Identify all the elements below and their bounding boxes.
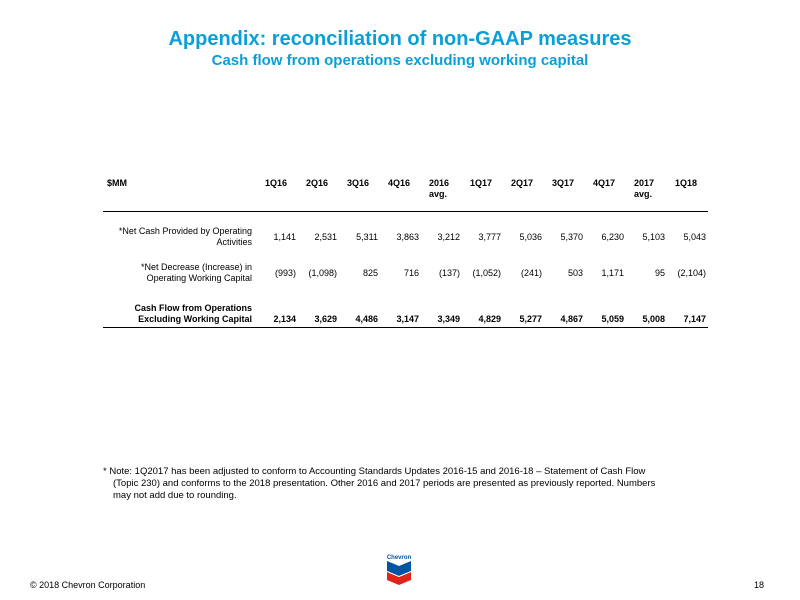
table-cell: 5,103 (642, 232, 665, 242)
column-header: 3Q16 (347, 178, 370, 188)
column-header: 1Q16 (265, 178, 288, 188)
table-cell: 4,486 (355, 314, 378, 324)
table-cell: 3,629 (314, 314, 337, 324)
table-cell: 2,134 (273, 314, 296, 324)
column-header: 2Q16 (306, 178, 329, 188)
column-header: 1Q17 (470, 178, 493, 188)
table-cell: 2,531 (314, 232, 337, 242)
table-cell: 5,277 (519, 314, 542, 324)
table-row-total (103, 303, 708, 328)
column-header: 2017 avg. (634, 178, 655, 199)
table-cell: 4,867 (560, 314, 583, 324)
table-row (103, 262, 708, 303)
column-header: 4Q17 (593, 178, 616, 188)
row-label: *Net Cash Provided by Operating Activities (118, 226, 252, 247)
page-number: 18 (753, 580, 764, 590)
table-cell: 5,036 (519, 232, 542, 242)
table-cell: 1,141 (273, 232, 296, 242)
table-cell: 95 (654, 268, 665, 278)
column-header: 2016 avg. (429, 178, 450, 199)
chevron-logo-icon (378, 553, 420, 585)
footnote-line: (Topic 230) and conforms to the 2018 presentation. Other 2016 and 2017 periods are presented as previously reported. Numbers (113, 478, 656, 489)
table-cell: 7,147 (683, 314, 706, 324)
column-header: 3Q17 (552, 178, 575, 188)
table-cell: (1,098) (308, 268, 337, 278)
table-cell: 825 (362, 268, 378, 278)
table-cell: (993) (274, 268, 296, 278)
logo-wordmark: Chevron (386, 555, 412, 561)
table-cell: (1,052) (472, 268, 501, 278)
unit-label: $MM (107, 178, 127, 188)
footnote (103, 466, 703, 502)
page-title: Appendix: reconciliation of non-GAAP measures (168, 28, 632, 50)
table-cell: 5,043 (683, 232, 706, 242)
table-cell: (241) (520, 268, 542, 278)
table-cell: 4,829 (478, 314, 501, 324)
page-subtitle: Cash flow from operations excluding working capital (211, 52, 589, 69)
row-label: *Net Decrease (Increase) in Operating Working Capital (140, 262, 252, 283)
table-cell: 3,147 (396, 314, 419, 324)
table-cell: 503 (567, 268, 583, 278)
copyright-text: © 2018 Chevron Corporation (30, 580, 146, 590)
table-cell: 5,370 (560, 232, 583, 242)
table-cell: (2,104) (677, 268, 706, 278)
column-header: 2Q17 (511, 178, 534, 188)
table-row (103, 226, 708, 262)
reconciliation-table (103, 178, 708, 328)
table-cell: 3,777 (478, 232, 501, 242)
table-cell: 1,171 (601, 268, 624, 278)
table-cell: 716 (403, 268, 419, 278)
table-cell: 5,008 (642, 314, 665, 324)
table-header-row (103, 178, 708, 212)
footnote-line: * Note: 1Q2017 has been adjusted to conform to Accounting Standards Updates 2016-15 and 2016-18 – Statement of Cash Flow (103, 466, 646, 477)
table-cell: 5,059 (601, 314, 624, 324)
table-cell: 3,349 (437, 314, 460, 324)
table-cell: 5,311 (356, 232, 378, 242)
table-cell: 6,230 (601, 232, 624, 242)
row-label: Cash Flow from Operations Excluding Working Capital (134, 303, 252, 324)
table-cell: 3,863 (396, 232, 419, 242)
table-cell: (137) (438, 268, 460, 278)
column-header: 4Q16 (388, 178, 411, 188)
column-header: 1Q18 (675, 178, 698, 188)
table-cell: 3,212 (437, 232, 460, 242)
footnote-line: may not add due to rounding. (113, 490, 237, 501)
